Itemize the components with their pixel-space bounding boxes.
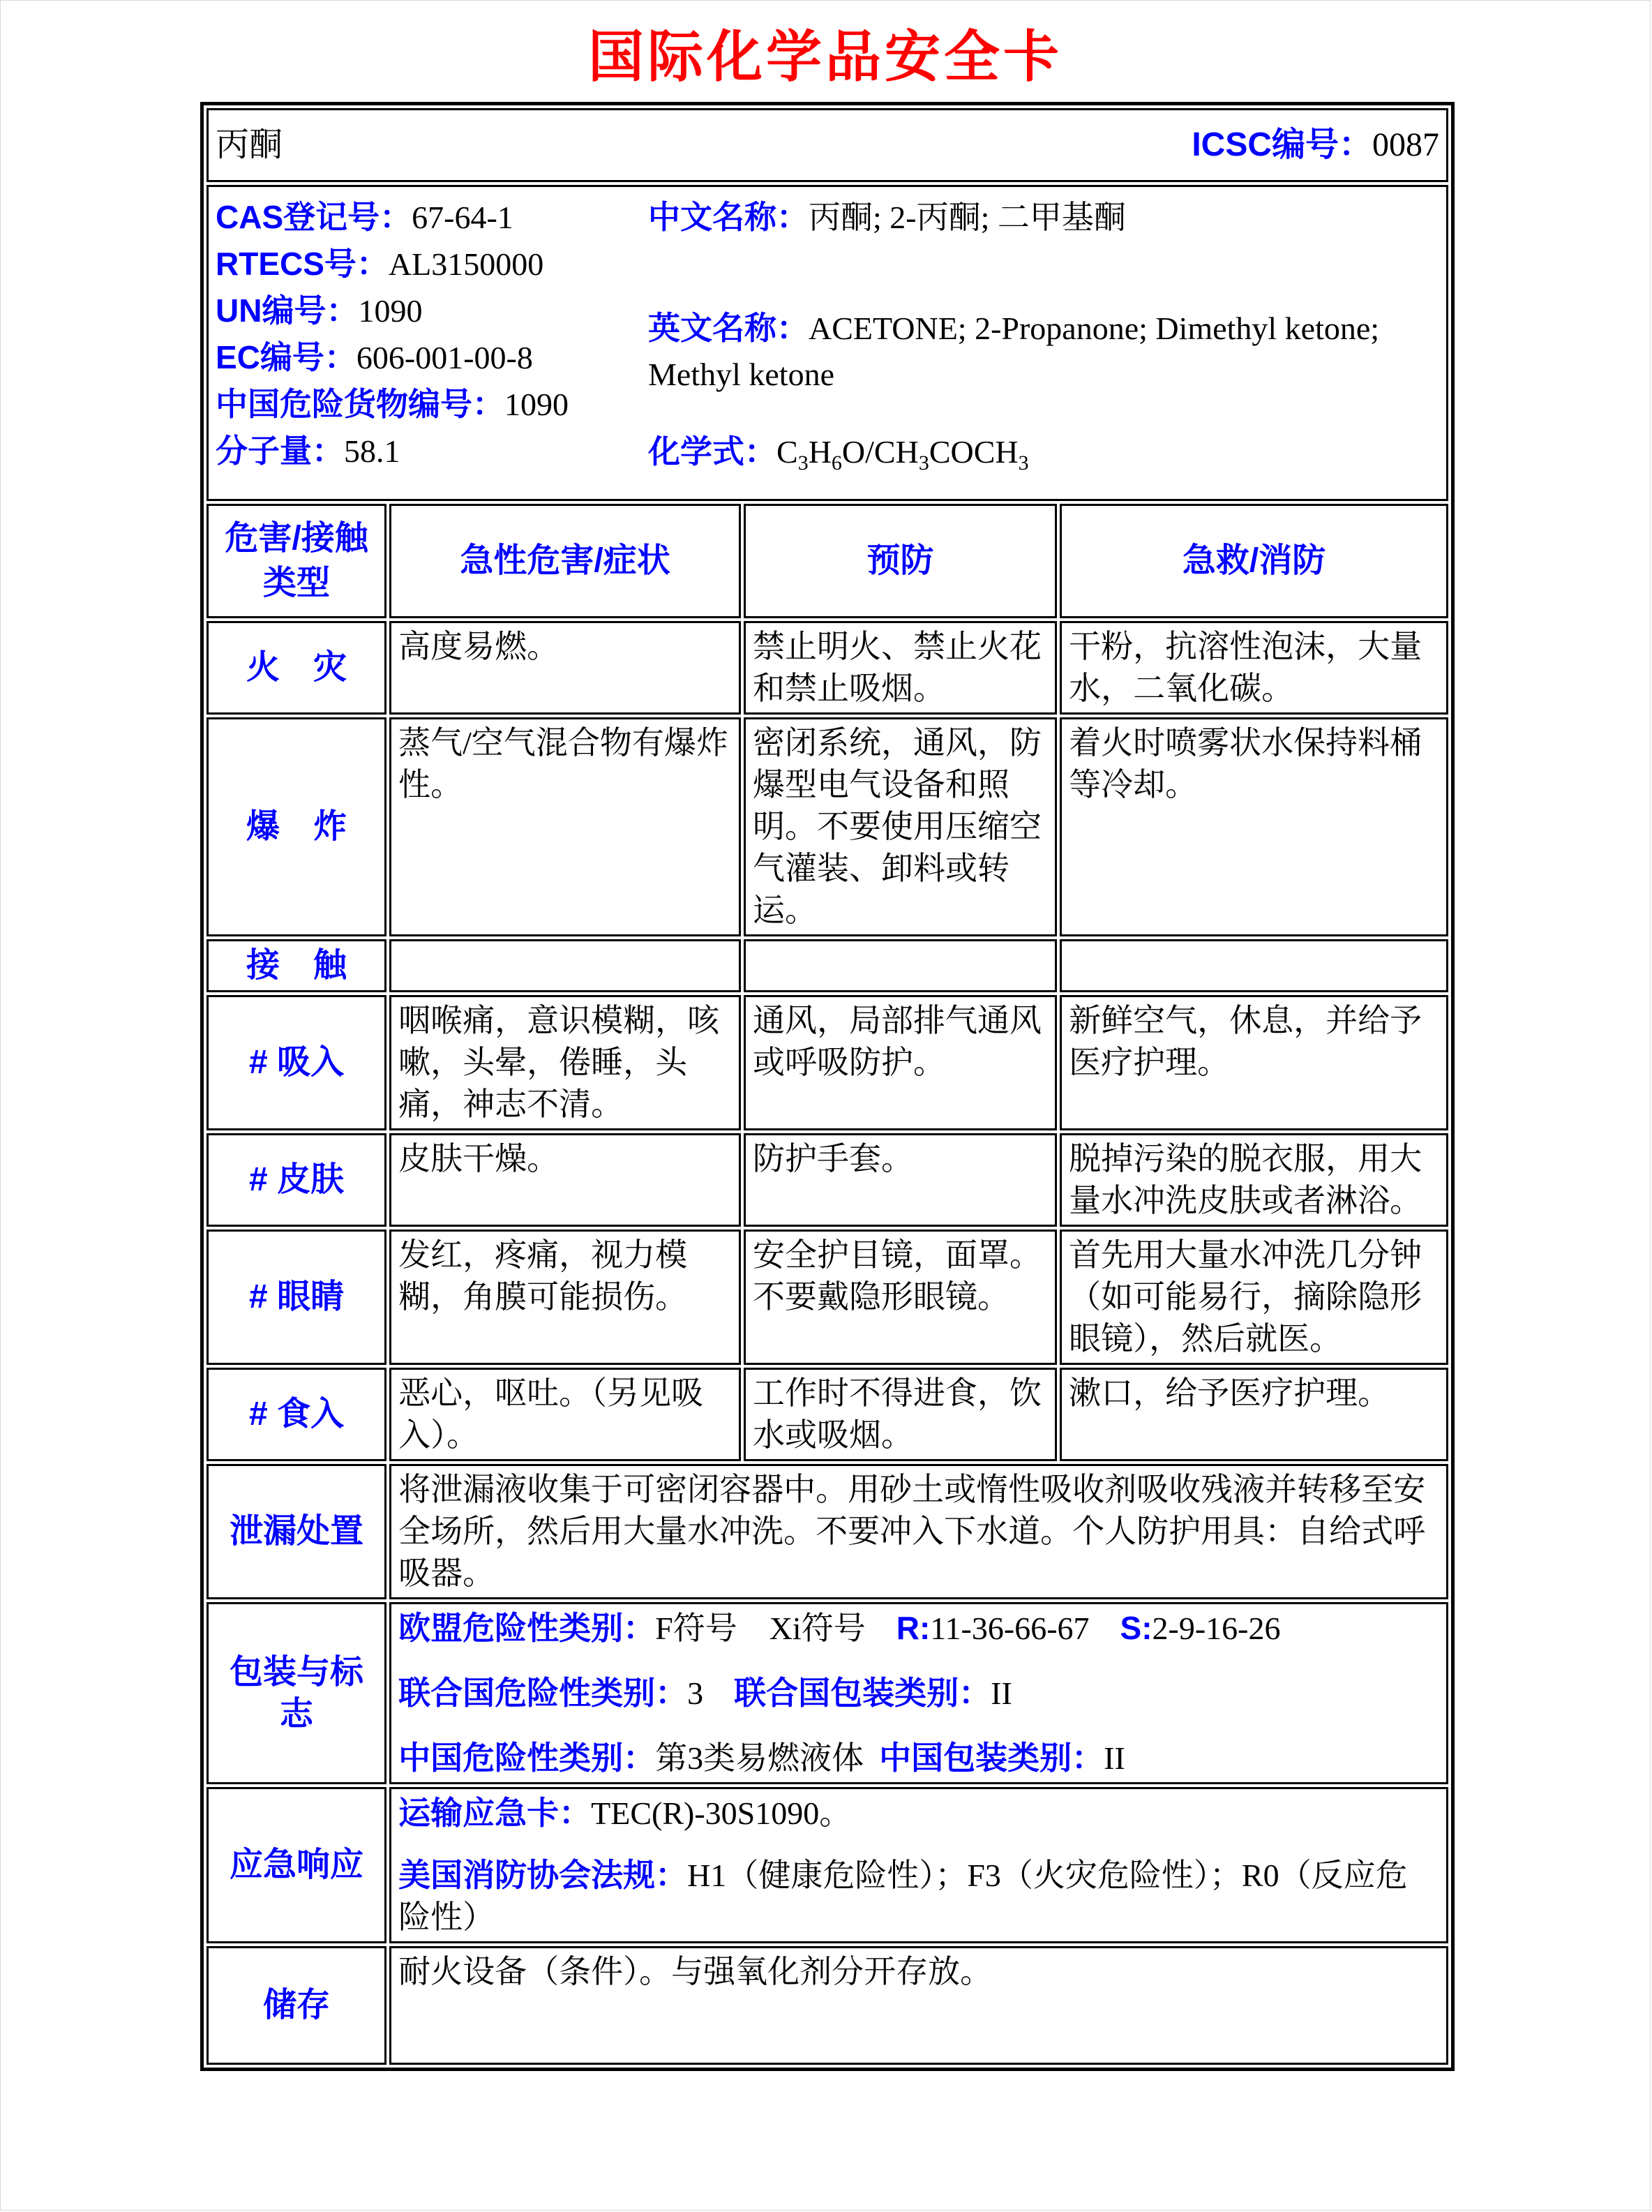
ec-number-line	[216, 334, 648, 381]
ingestion-symptoms-cell: 恶心，呕吐。（另见吸入）。	[389, 1368, 741, 1461]
packaging-cell	[389, 1602, 1448, 1784]
ingestion-firstaid-cell: 漱口，给予医疗护理。	[1060, 1368, 1448, 1461]
un-class-value: 3	[687, 1675, 704, 1712]
contact-firstaid-cell	[1060, 939, 1448, 992]
china-dg-number-line	[216, 381, 648, 428]
cas-label: CAS登记号：	[216, 199, 412, 235]
identifier-list	[216, 194, 648, 486]
s-phrases-label: S:	[1120, 1610, 1152, 1647]
rtecs-number-line	[216, 241, 648, 287]
inhalation-firstaid-cell: 新鲜空气，休息，并给予医疗护理。	[1060, 995, 1448, 1130]
s-phrases-value: 2-9-16-26	[1152, 1611, 1281, 1647]
storage-row	[206, 1946, 1448, 2065]
r-phrases-value: 11-36-66-67	[930, 1611, 1090, 1647]
row-label-ingestion: # 食入	[206, 1368, 386, 1461]
row-label-inhalation: # 吸入	[206, 995, 386, 1130]
formula-part: O/CH	[841, 434, 919, 470]
tec-value: TEC(R)-30S1090。	[591, 1795, 852, 1832]
row-label-skin: # 皮肤	[206, 1133, 386, 1227]
row-label-storage: 储存	[206, 1946, 386, 2065]
r-phrases-label: R:	[896, 1610, 931, 1647]
hazard-row-explosion	[206, 717, 1448, 936]
identity-cell	[206, 185, 1448, 501]
china-class-label: 中国危险性类别：	[398, 1740, 656, 1777]
cas-value: 67-64-1	[412, 200, 513, 235]
chinese-name-value: 丙酮; 2-丙酮; 二甲基酮	[809, 200, 1126, 235]
inhalation-prevention-cell: 通风，局部排气通风或呼吸防护。	[744, 995, 1057, 1130]
un-classification-line	[398, 1672, 1439, 1714]
page-title: 国际化学品安全卡	[588, 24, 1062, 89]
identity-row	[206, 185, 1448, 501]
eyes-firstaid-cell: 首先用大量水冲洗几分钟（如可能易行，摘除隐形眼镜），然后就医。	[1060, 1230, 1448, 1365]
contact-symptoms-cell	[389, 939, 741, 992]
row-label-emergency: 应急响应	[206, 1787, 386, 1943]
rtecs-value: AL3150000	[388, 246, 544, 282]
storage-text-cell: 耐火设备（条件）。与强氧化剂分开存放。	[389, 1946, 1448, 2065]
column-header-symptoms: 急性危害/症状	[389, 504, 741, 618]
icsc-number-group	[1192, 124, 1439, 166]
explosion-prevention-cell: 密闭系统，通风，防爆型电气设备和照明。不要使用压缩空气灌装、卸料或转运。	[744, 717, 1057, 936]
formula-subscript: 3	[797, 451, 809, 475]
spill-text-cell: 将泄漏液收集于可密闭容器中。用砂土或惰性吸收剂吸收残液并转移至安全场所，然后用大量水冲洗。不要冲入下水道。个人防护用具：自给式呼吸器。	[389, 1464, 1448, 1599]
eu-class-label: 欧盟危险性类别：	[398, 1610, 656, 1647]
ec-label: EC编号：	[216, 339, 356, 375]
mw-label: 分子量：	[216, 433, 344, 469]
names-block	[648, 194, 1439, 486]
chemical-name: 丙酮	[216, 126, 283, 163]
hazard-row-inhalation	[206, 995, 1448, 1130]
card-header-cell	[206, 108, 1448, 182]
tec-label: 运输应急卡：	[398, 1795, 592, 1832]
chinese-name-line	[648, 194, 1432, 241]
skin-symptoms-cell: 皮肤干燥。	[389, 1133, 741, 1227]
english-name-line	[648, 305, 1432, 398]
packaging-row	[206, 1602, 1448, 1784]
spill-row	[206, 1464, 1448, 1599]
formula-line	[648, 428, 1432, 486]
contact-prevention-cell	[744, 939, 1057, 992]
un-class-label: 联合国危险性类别：	[398, 1675, 688, 1712]
column-header-prevention: 预防	[744, 504, 1057, 618]
formula-part: COCH	[929, 434, 1019, 470]
card-header-row	[206, 108, 1448, 182]
un-pack-label: 联合国包装类别：	[734, 1675, 991, 1712]
row-label-contact: 接 触	[206, 939, 386, 992]
formula-subscript: 3	[1018, 451, 1029, 475]
cas-number-line	[216, 194, 648, 241]
row-label-spill: 泄漏处置	[206, 1464, 386, 1599]
explosion-firstaid-cell: 着火时喷雾状水保持料桶等冷却。	[1060, 717, 1448, 936]
ec-value: 606-001-00-8	[356, 340, 533, 375]
mw-value: 58.1	[344, 433, 400, 469]
eu-classification-line	[398, 1607, 1439, 1650]
row-label-eyes: # 眼睛	[206, 1230, 386, 1365]
formula-part: C	[776, 434, 798, 470]
china-classification-line	[398, 1737, 1439, 1779]
china-class-value: 第3类易燃液体	[655, 1740, 864, 1777]
hazard-header-row	[206, 504, 1448, 618]
icsc-number-value: 0087	[1372, 126, 1439, 163]
formula-subscript: 6	[831, 451, 842, 475]
rtecs-label: RTECS号：	[216, 246, 389, 282]
china-dg-label: 中国危险货物编号：	[216, 386, 504, 422]
fire-firstaid-cell: 干粉，抗溶性泡沫，大量水，二氧化碳。	[1060, 621, 1448, 715]
ingestion-prevention-cell: 工作时不得进食，饮水或吸烟。	[744, 1368, 1057, 1461]
icsc-number-label: ICSC编号：	[1192, 126, 1372, 163]
chinese-name-label: 中文名称：	[648, 199, 809, 235]
english-name-value: ACETONE; 2-Propanone; Dimethyl ketone; Methyl ketone	[648, 311, 1380, 392]
eyes-symptoms-cell: 发红，疼痛，视力模糊，角膜可能损伤。	[389, 1230, 741, 1365]
hazard-row-eyes	[206, 1230, 1448, 1365]
un-number-line	[216, 287, 648, 334]
nfpa-label: 美国消防协会法规：	[398, 1857, 688, 1894]
column-header-hazard-type: 危害/接触类型	[206, 504, 386, 618]
molecular-weight-line	[216, 428, 648, 474]
china-pack-label: 中国包装类别：	[879, 1740, 1104, 1777]
explosion-symptoms-cell: 蒸气/空气混合物有爆炸性。	[389, 717, 741, 936]
row-label-packaging: 包装与标志	[206, 1602, 386, 1784]
transport-emergency-card-line	[398, 1792, 1439, 1834]
inhalation-symptoms-cell: 咽喉痛，意识模糊，咳嗽，头晕，倦睡，头痛，神志不清。	[389, 995, 741, 1130]
nfpa-value: H1（健康危险性）；F3（火灾危险性）；R0（反应危险性）	[398, 1858, 1408, 1936]
un-pack-value: II	[991, 1675, 1012, 1712]
english-name-label: 英文名称：	[648, 310, 809, 346]
un-value: 1090	[358, 293, 423, 329]
fire-prevention-cell: 禁止明火、禁止火花和禁止吸烟。	[744, 621, 1057, 715]
hazard-row-skin	[206, 1133, 1448, 1227]
hazard-row-ingestion	[206, 1368, 1448, 1461]
fire-symptoms-cell: 高度易燃。	[389, 621, 741, 715]
formula-part: H	[808, 434, 832, 470]
nfpa-line	[398, 1854, 1439, 1938]
row-label-fire: 火 灾	[206, 621, 386, 715]
eu-class-value: F符号 Xi符号	[655, 1611, 866, 1647]
column-header-firstaid: 急救/消防	[1060, 504, 1448, 618]
safety-card-table	[200, 102, 1455, 2071]
emergency-row	[206, 1787, 1448, 1943]
row-label-explosion: 爆 炸	[206, 717, 386, 936]
skin-firstaid-cell: 脱掉污染的脱衣服，用大量水冲洗皮肤或者淋浴。	[1060, 1133, 1448, 1227]
formula-value	[776, 434, 1029, 475]
formula-subscript: 3	[918, 451, 929, 475]
un-label: UN编号：	[216, 292, 359, 329]
hazard-row-fire	[206, 621, 1448, 715]
hazard-row-contact	[206, 939, 1448, 992]
skin-prevention-cell: 防护手套。	[744, 1133, 1057, 1227]
china-dg-value: 1090	[504, 387, 569, 422]
formula-label: 化学式：	[648, 433, 776, 470]
china-pack-value: II	[1104, 1740, 1125, 1777]
eyes-prevention-cell: 安全护目镜，面罩。不要戴隐形眼镜。	[744, 1230, 1057, 1365]
emergency-cell	[389, 1787, 1448, 1943]
